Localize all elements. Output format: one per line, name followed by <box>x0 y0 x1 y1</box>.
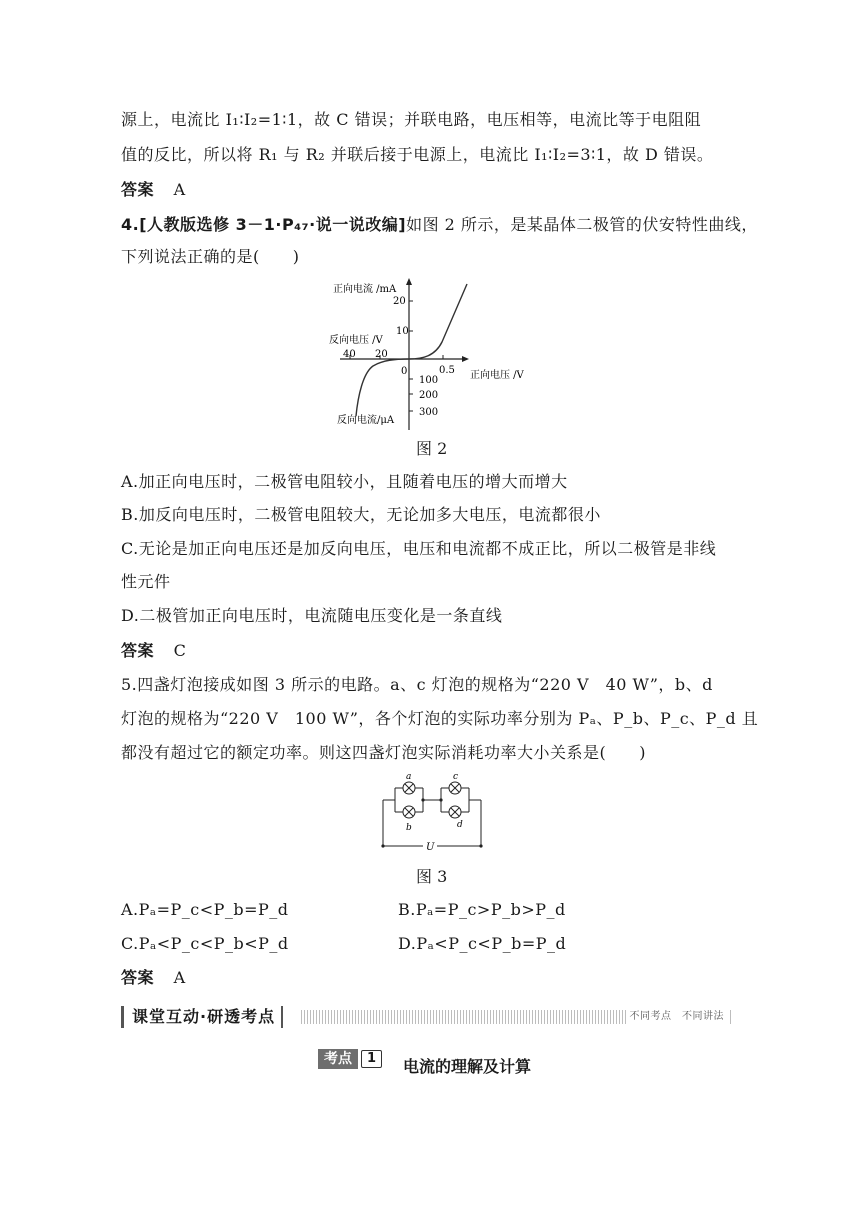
option-b: B.Pₐ=P_c>P_b>P_d <box>398 900 566 919</box>
kaodian-tag <box>318 1049 382 1069</box>
banner-subtitle: 不同考点 不同讲法 <box>626 1010 729 1024</box>
option-d: D.二极管加正向电压时，电流随电压变化是一条直线 <box>121 606 503 625</box>
y-axis-arrow <box>406 278 412 285</box>
answer-value: A <box>173 968 186 987</box>
label-c: c <box>453 772 459 782</box>
tick-label: 20 <box>375 349 388 360</box>
y-negative-label: 反向电流/μA <box>337 415 395 426</box>
option-row <box>121 932 289 956</box>
option-b: B.加反向电压时，二极管电阻较大，无论加多大电压，电流都很小 <box>121 505 601 524</box>
label-d: d <box>457 820 463 830</box>
tick-label: 0.5 <box>439 365 455 376</box>
text-line: 下列说法正确的是( ) <box>121 247 300 266</box>
forward-curve <box>409 284 467 359</box>
origin-label: 0 <box>401 366 408 377</box>
kaodian-title: 电流的理解及计算 <box>403 1057 532 1076</box>
kaodian-label: 考点 <box>318 1049 358 1069</box>
answer-5 <box>121 966 186 990</box>
option-c-continued: 性元件 <box>121 572 171 591</box>
option-row <box>121 898 289 922</box>
option-c: C.Pₐ<P_c<P_b<P_d <box>121 934 289 953</box>
text-line: 源上，电流比 I₁∶I₂=1∶1，故 C 错误；并联电路，电压相等，电流比等于电阻阻 <box>121 110 702 129</box>
kaodian-number: 1 <box>361 1050 382 1068</box>
question-source: 4.[人教版选修 3－1·P₄₇·说一说改编] <box>121 215 407 234</box>
text-line: 值的反比，所以将 R₁ 与 R₂ 并联后接于电源上，电流比 I₁∶I₂=3∶1，故 D 错误。 <box>121 145 714 164</box>
tick-label: 100 <box>419 375 439 386</box>
tick-label: 300 <box>419 407 439 418</box>
text-line: 灯泡的规格为“220 V 100 W”，各个灯泡的实际功率分别为 Pₐ、P_b、P_c、P_d 且 <box>121 709 759 728</box>
option-c: C.无论是加正向电压还是加反向电压，电压和电流都不成正比，所以二极管是非线 <box>121 539 717 558</box>
answer-3 <box>121 178 186 202</box>
tick-label: 40 <box>343 349 356 360</box>
answer-value: C <box>173 641 187 660</box>
option-a: A.Pₐ=P_c<P_b=P_d <box>121 900 289 919</box>
question-4 <box>121 213 758 237</box>
x-axis-arrow <box>462 356 469 362</box>
tick-label: 20 <box>393 296 406 307</box>
x-negative-label: 反向电压 /V <box>329 335 383 346</box>
label-b: b <box>406 823 412 833</box>
question-5: 5.四盏灯泡接成如图 3 所示的电路。a、c 灯泡的规格为“220 V 40 W”，b、d <box>121 675 713 694</box>
option-a: A.加正向电压时，二极管电阻较小，且随着电压的增大而增大 <box>121 472 568 491</box>
diode-iv-figure <box>325 276 540 434</box>
label-a: a <box>406 772 412 782</box>
answer-4 <box>121 639 186 663</box>
banner-title: 课堂互动·研透考点 <box>121 1006 283 1028</box>
answer-label: 答案 <box>121 968 155 987</box>
y-positive-label: 正向电流 /mA <box>333 284 397 295</box>
tick-label: 200 <box>419 390 439 401</box>
tick-label: 10 <box>396 326 409 337</box>
option-d: D.Pₐ<P_c<P_b=P_d <box>398 934 567 953</box>
answer-value: A <box>173 180 186 199</box>
text-line: 都没有超过它的额定功率。则这四盏灯泡实际消耗功率大小关系是( ) <box>121 743 646 762</box>
answer-label: 答案 <box>121 641 155 660</box>
figure-3-caption: 图 3 <box>416 867 448 886</box>
label-u: U <box>426 842 435 853</box>
section-banner <box>121 1006 732 1028</box>
question-text: 如图 2 所示，是某晶体二极管的伏安特性曲线， <box>406 215 758 234</box>
figure-2-caption: 图 2 <box>416 439 448 458</box>
lamp-circuit-figure <box>375 770 490 856</box>
x-positive-label: 正向电压 /V <box>470 370 524 381</box>
answer-label: 答案 <box>121 180 155 199</box>
